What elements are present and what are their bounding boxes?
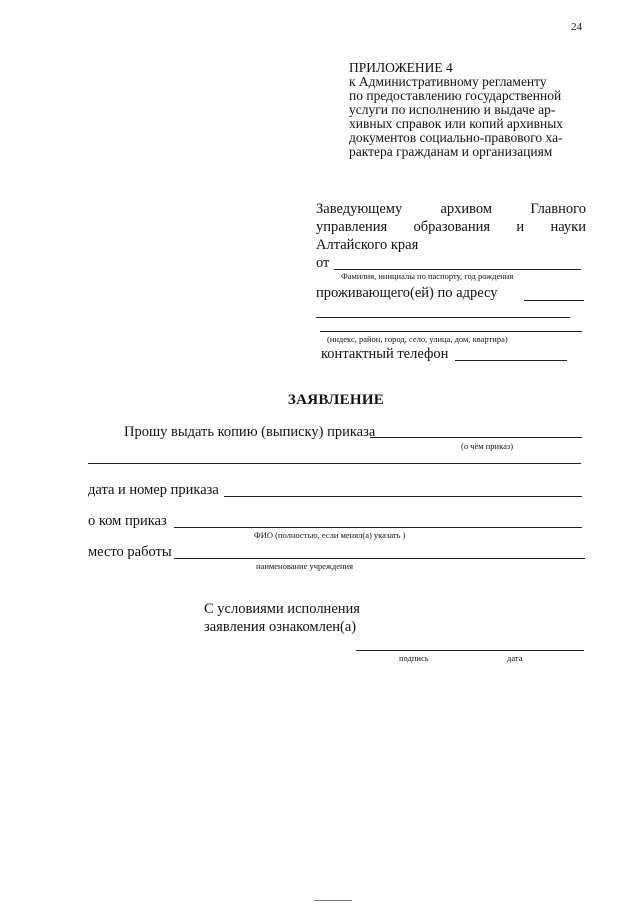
appendix-line: хивных справок или копий архивных xyxy=(349,116,564,131)
about-hint: ФИО (полностью, если менял(а) указать ) xyxy=(254,530,406,540)
address-hint: (индекс, район, город, село, улица, дом, квартира) xyxy=(327,334,508,344)
about-field[interactable] xyxy=(174,527,582,528)
about-label: о ком приказ xyxy=(88,513,167,529)
phone-label: контактный телефон xyxy=(321,346,449,362)
appendix-line: по предоставлению государственной xyxy=(349,88,562,103)
acknowledgement-line-2: заявления ознакомлен(а) xyxy=(204,619,357,635)
addressee-line-3: Алтайского края xyxy=(316,237,419,253)
form-title: ЗАЯВЛЕНИЕ xyxy=(287,392,385,408)
addressee-word: науки xyxy=(550,219,586,235)
acknowledgement-line-1: С условиями исполнения xyxy=(204,601,360,617)
from-label: от xyxy=(316,255,330,271)
signature-date-field[interactable] xyxy=(356,650,584,651)
workplace-hint: наименование учреждения xyxy=(256,561,354,571)
workplace-field[interactable] xyxy=(174,558,585,559)
addressee-word: Заведующему xyxy=(316,201,403,217)
address-field-2[interactable] xyxy=(316,317,570,318)
from-field[interactable] xyxy=(334,269,581,270)
appendix-line: услуги по исполнению и выдаче ар- xyxy=(349,102,556,117)
appendix-line: к Административному регламенту xyxy=(349,74,547,89)
workplace-label: место работы xyxy=(88,544,172,560)
addressee-word: образования xyxy=(413,219,491,235)
signature-hint: подпись xyxy=(399,653,429,663)
request-label: Прошу выдать копию (выписку) приказа xyxy=(124,424,376,440)
appendix-line: документов социально-правового ха- xyxy=(349,130,563,145)
order-label: дата и номер приказа xyxy=(88,482,219,498)
page-number: 24 xyxy=(571,21,582,33)
appendix-line: рактера гражданам и организациям xyxy=(349,144,553,159)
addressee-line-2 xyxy=(316,219,586,236)
residing-label: проживающего(ей) по адресу xyxy=(316,285,498,301)
from-hint: Фамилия, инициалы по паспорту, год рождения xyxy=(341,271,514,281)
phone-field[interactable] xyxy=(455,360,567,361)
appendix-block xyxy=(349,61,563,159)
appendix-title: ПРИЛОЖЕНИЕ 4 xyxy=(349,60,453,75)
order-field[interactable] xyxy=(224,496,582,497)
addressee-word: архивом xyxy=(440,201,493,217)
addressee-word: Главного xyxy=(530,201,586,217)
request-hint: (о чём приказ) xyxy=(461,441,514,451)
addressee-word: и xyxy=(516,219,525,235)
date-hint: дата xyxy=(507,653,523,663)
addressee-line-1 xyxy=(316,201,586,218)
address-field-1[interactable] xyxy=(524,300,584,301)
request-field-continued[interactable] xyxy=(88,463,581,464)
scan-mark xyxy=(314,900,352,901)
request-field[interactable] xyxy=(370,437,582,438)
addressee-word: управления xyxy=(316,219,388,235)
address-field-3[interactable] xyxy=(320,331,582,332)
